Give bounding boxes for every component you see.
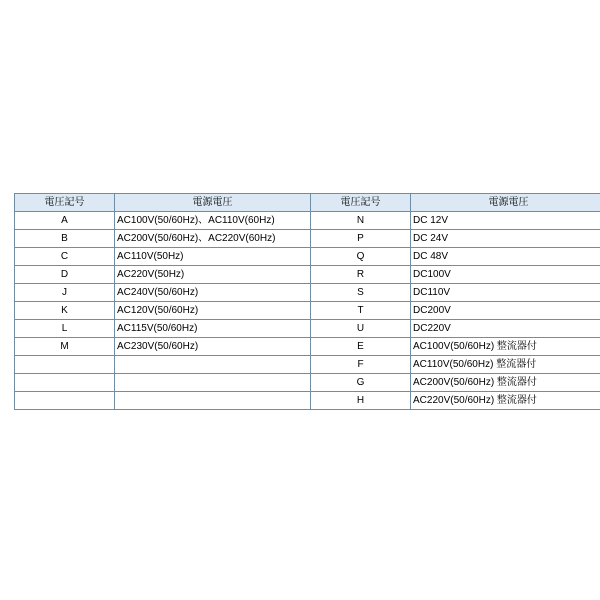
cell-supply-voltage-left: AC115V(50/60Hz) <box>115 320 311 338</box>
table-row <box>15 374 600 392</box>
cell-supply-voltage-left: AC220V(50Hz) <box>115 266 311 284</box>
cell-supply-voltage-left: AC240V(50/60Hz) <box>115 284 311 302</box>
cell-supply-voltage-right: AC200V(50/60Hz) 整流器付 <box>411 374 600 392</box>
table-row <box>15 230 600 248</box>
cell-supply-voltage-right: DC 12V <box>411 212 600 230</box>
cell-voltage-code-left: B <box>15 230 115 248</box>
cell-voltage-code-right: Q <box>311 248 411 266</box>
cell-supply-voltage-right: DC110V <box>411 284 600 302</box>
cell-voltage-code-right: G <box>311 374 411 392</box>
table-row <box>15 266 600 284</box>
header-supply-voltage-right: 電源電圧 <box>411 194 600 212</box>
cell-voltage-code-left: K <box>15 302 115 320</box>
cell-voltage-code-left: A <box>15 212 115 230</box>
cell-supply-voltage-left: AC200V(50/60Hz)、AC220V(60Hz) <box>115 230 311 248</box>
table-row <box>15 248 600 266</box>
table-row <box>15 320 600 338</box>
table-header-row <box>15 194 600 212</box>
cell-supply-voltage-right: DC 48V <box>411 248 600 266</box>
cell-supply-voltage-right: AC110V(50/60Hz) 整流器付 <box>411 356 600 374</box>
cell-supply-voltage-left: AC110V(50Hz) <box>115 248 311 266</box>
table-row <box>15 302 600 320</box>
table-row <box>15 392 600 410</box>
cell-supply-voltage-right: AC220V(50/60Hz) 整流器付 <box>411 392 600 410</box>
header-supply-voltage-left: 電源電圧 <box>115 194 311 212</box>
cell-voltage-code-right: H <box>311 392 411 410</box>
cell-supply-voltage-left <box>115 356 311 374</box>
cell-voltage-code-left: C <box>15 248 115 266</box>
cell-voltage-code-right: S <box>311 284 411 302</box>
cell-supply-voltage-left: AC120V(50/60Hz) <box>115 302 311 320</box>
cell-voltage-code-left <box>15 392 115 410</box>
voltage-code-table-container <box>14 193 586 410</box>
cell-voltage-code-right: F <box>311 356 411 374</box>
cell-voltage-code-left: D <box>15 266 115 284</box>
cell-voltage-code-left: L <box>15 320 115 338</box>
header-voltage-code-right: 電圧記号 <box>311 194 411 212</box>
table-body <box>15 212 600 410</box>
cell-voltage-code-right: T <box>311 302 411 320</box>
cell-voltage-code-right: N <box>311 212 411 230</box>
cell-supply-voltage-left <box>115 374 311 392</box>
cell-supply-voltage-left <box>115 392 311 410</box>
cell-voltage-code-right: R <box>311 266 411 284</box>
cell-supply-voltage-right: DC100V <box>411 266 600 284</box>
cell-voltage-code-left: J <box>15 284 115 302</box>
table-row <box>15 212 600 230</box>
cell-supply-voltage-right: DC 24V <box>411 230 600 248</box>
cell-supply-voltage-right: AC100V(50/60Hz) 整流器付 <box>411 338 600 356</box>
table-row <box>15 338 600 356</box>
header-voltage-code-left: 電圧記号 <box>15 194 115 212</box>
cell-supply-voltage-left: AC100V(50/60Hz)、AC110V(60Hz) <box>115 212 311 230</box>
cell-voltage-code-right: U <box>311 320 411 338</box>
voltage-code-table <box>14 193 600 410</box>
cell-voltage-code-right: P <box>311 230 411 248</box>
cell-voltage-code-left <box>15 374 115 392</box>
table-row <box>15 284 600 302</box>
cell-voltage-code-left <box>15 356 115 374</box>
cell-voltage-code-left: M <box>15 338 115 356</box>
cell-voltage-code-right: E <box>311 338 411 356</box>
cell-supply-voltage-right: DC220V <box>411 320 600 338</box>
table-row <box>15 356 600 374</box>
cell-supply-voltage-right: DC200V <box>411 302 600 320</box>
table-header <box>15 194 600 212</box>
cell-supply-voltage-left: AC230V(50/60Hz) <box>115 338 311 356</box>
